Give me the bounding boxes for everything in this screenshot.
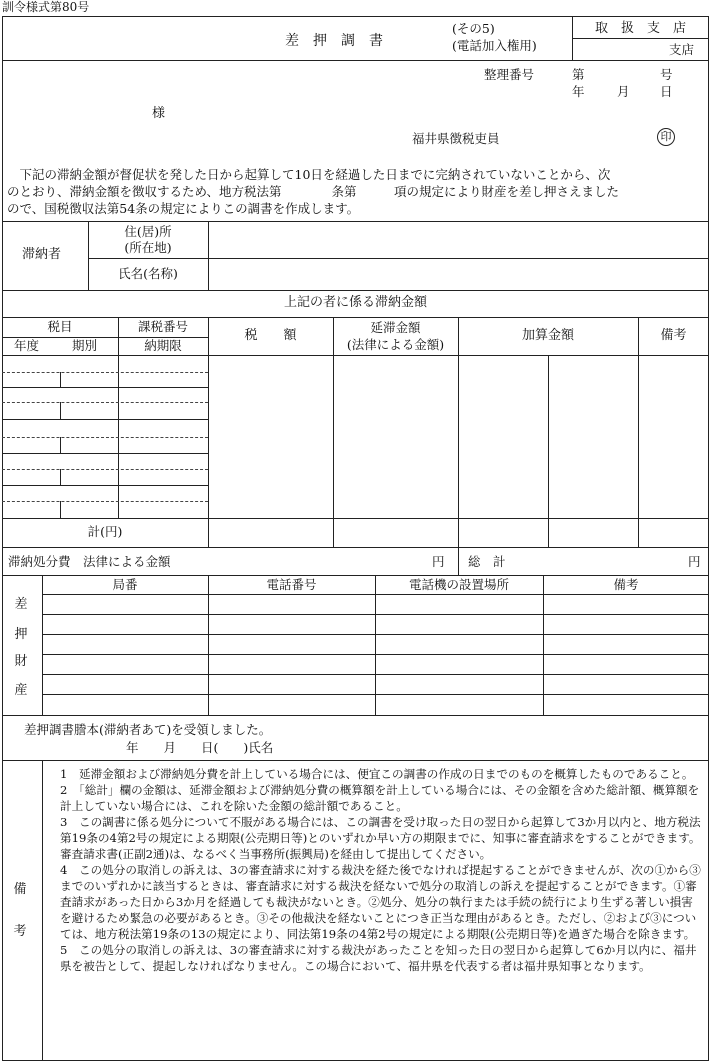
total-label: 計(円) — [87, 524, 123, 539]
branch-value: 支店 — [668, 42, 694, 57]
col-additional: 加算金額 — [521, 328, 574, 343]
col-tax-item: 税目 — [47, 319, 73, 334]
property-label-3: 財 — [14, 654, 28, 669]
col-location: 電話機の設置場所 — [408, 577, 509, 592]
tax-rows-area[interactable] — [4, 357, 206, 515]
address-label-1: 住(居)所 — [124, 224, 172, 239]
note-item-2: 2 「総計」欄の金額は、延滞金額および滞納処分費の概算額を計上している場合には、その金額を含めた総計額、概算額を計上していない場合には、これを除いた金額の総計額であること。 — [60, 783, 700, 813]
intro-line-3: ので、国税徴収法第54条の規定によりこの調書を作成します。 — [7, 201, 360, 216]
fees-yen: 円 — [432, 554, 445, 569]
amounts-section-title: 上記の者に係る滞納金額 — [283, 295, 427, 310]
note-item-4: 4 この処分の取消しの訴えは、3の審査請求に対する裁決を経た後でなければ提起することができませんが、次の①から③までのいずれかに該当するときは、審査請求に対する裁決を経ないで処分の取消しの訴えを提起することができます。①審査請求があった日から3か月を経過しても裁決がないとき。②処分、処分の執行または手続の続行により生ずる著しい損害を避けるため緊急の必要があるとき。③その他裁決を経ないことにつき正当な理由があるとき。ただし、②および③については、地方税法第19条の13の規定により、同法第19条の4第2号の規定による期限(公売期日等)を過ぎた場合を除きます。 — [60, 863, 701, 941]
date-year: 年 — [572, 84, 585, 99]
name-label: 氏名(名称) — [118, 266, 178, 281]
col-period: 期別 — [72, 338, 98, 353]
branch-label: 取 扱 支 店 — [594, 21, 686, 36]
title-suffix-1: (その5) — [452, 21, 495, 36]
reference-go: 号 — [660, 67, 673, 82]
notes-list — [60, 766, 704, 974]
property-label-2: 押 — [14, 627, 28, 642]
property-rows-area[interactable] — [44, 596, 707, 713]
name-field[interactable] — [210, 261, 706, 288]
col-tax-amount: 税 額 — [244, 328, 297, 343]
grand-total-label: 総 計 — [468, 554, 506, 569]
receipt-line-2: 年 月 日( )氏名 — [126, 740, 274, 755]
notes-label-1: 備 — [13, 882, 27, 897]
property-label-4: 産 — [14, 683, 28, 698]
col-late-fee: 延滞金額 — [370, 320, 421, 335]
seal-mark: 印 — [657, 128, 675, 146]
addressee-suffix: 様 — [152, 106, 166, 121]
document-title: 差 押 調 書 — [285, 33, 383, 49]
intro-line-1: 下記の滞納金額が督促状を発した日から起算して10日を経過した日までに完納されていないことから、次 — [7, 167, 611, 182]
date-day: 日 — [660, 84, 673, 99]
col-station: 局番 — [112, 577, 138, 592]
col-remarks: 備考 — [660, 328, 687, 343]
col-late-fee-note: (法律による金額) — [346, 337, 445, 352]
col-year: 年度 — [14, 338, 40, 353]
property-label-1: 差 — [14, 597, 28, 612]
note-item-1: 1 延滞金額および滞納処分費を計上している場合には、便宜この調書の作成の日までのものを概算したものであること。 — [60, 767, 694, 781]
address-label-2: (所在地) — [124, 240, 172, 255]
intro-line-2: のとおり、滞納金額を徴収するため、地方税法第 条第 項の規定により財産を差し押さえました — [7, 184, 620, 199]
grand-total-yen: 円 — [688, 554, 701, 569]
taxpayer-label: 滞納者 — [22, 247, 62, 262]
note-item-5: 5 この処分の取消しの訴えは、3の審査請求に対する裁決があったことを知った日の翌日から起算して6か月以内に、福井県を被告として、提起しなければなりません。この場合において、福井県を代表する者は福井県知事となります。 — [60, 943, 697, 973]
reference-number-label: 整理番号 — [484, 67, 535, 82]
notes-label-2: 考 — [13, 924, 27, 939]
date-month: 月 — [617, 84, 630, 99]
col-due-date: 納期限 — [144, 338, 182, 353]
fees-label: 滞納処分費 法律による金額 — [8, 554, 171, 569]
col-phone: 電話番号 — [266, 577, 317, 592]
note-item-3: 3 この調書に係る処分について不服がある場合には、この調書を受け取った日の翌日から起算して3か月以内と、地方税法第19条の4第2号の規定による期限(公売期日等)とのいずれか早い方の期限までに、知事に審査請求をすることができます。審査請求書(正副2通)は、なるべく当事務所(振興局)を経由して提出してください。 — [60, 815, 701, 861]
receipt-line-1: 差押調書謄本(滞納者あて)を受領しました。 — [24, 722, 272, 737]
col-property-remarks: 備考 — [613, 577, 639, 592]
title-suffix-2: (電話加入権用) — [452, 38, 537, 53]
reference-dai: 第 — [572, 67, 585, 82]
col-tax-number: 課税番号 — [137, 319, 188, 334]
form-number: 訓令様式第80号 — [2, 0, 90, 14]
address-field[interactable] — [210, 224, 706, 256]
official-title: 福井県徴税吏員 — [412, 131, 500, 146]
